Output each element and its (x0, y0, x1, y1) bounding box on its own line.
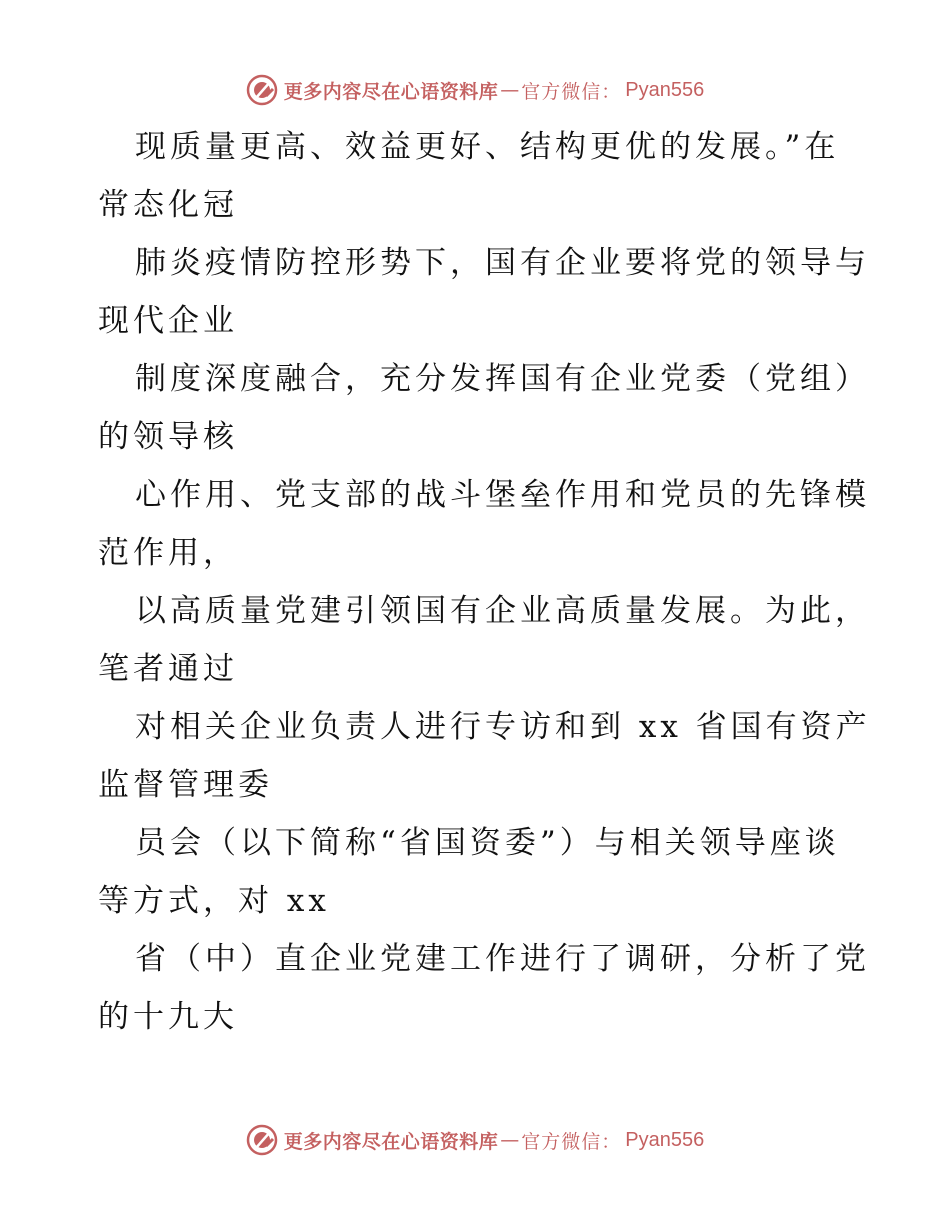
header-library-text: 更多内容尽在心语资料库 (283, 80, 499, 103)
text-line-6: 的领导核 (98, 419, 238, 455)
header-banner (0, 70, 950, 110)
document-body (98, 118, 871, 1046)
text-line-12: 监督管理委 (98, 767, 273, 803)
text-line-13: 员会（以下简称“省国资委”）与相关领导座谈 (135, 825, 840, 861)
text-line-4: 现代企业 (98, 303, 238, 339)
text-line-2: 常态化冠 (98, 187, 238, 223)
text-line-10: 笔者通过 (98, 651, 238, 687)
footer-dash: — (500, 1129, 520, 1151)
text-line-14: 等方式，对 xx (98, 883, 330, 919)
text-line-9: 以高质量党建引领国有企业高质量发展。为此， (135, 593, 870, 629)
footer-library-text: 更多内容尽在心语资料库 (283, 1130, 499, 1153)
text-line-8: 范作用， (98, 535, 238, 571)
footer-wechat-label: 官方微信： (521, 1130, 622, 1153)
seal-logo-icon (246, 74, 278, 106)
footer-wechat-id: Pyan556 (625, 1128, 705, 1151)
text-line-1: 现质量更高、效益更好、结构更优的发展。”在 (135, 129, 840, 165)
text-line-7: 心作用、党支部的战斗堡垒作用和党员的先锋模 (135, 477, 870, 513)
header-dash: — (500, 79, 520, 101)
header-wechat-id: Pyan556 (625, 78, 705, 101)
text-line-11: 对相关企业负责人进行专访和到 xx 省国有资产 (135, 709, 871, 745)
footer-banner (0, 1120, 950, 1160)
seal-logo-icon (246, 1124, 278, 1156)
text-line-3: 肺炎疫情防控形势下，国有企业要将党的领导与 (135, 245, 870, 281)
header-wechat-label: 官方微信： (521, 80, 622, 103)
text-line-5: 制度深度融合，充分发挥国有企业党委（党组） (135, 361, 870, 397)
text-line-15: 省（中）直企业党建工作进行了调研，分析了党 (135, 941, 870, 977)
text-line-16: 的十九大 (98, 999, 238, 1035)
